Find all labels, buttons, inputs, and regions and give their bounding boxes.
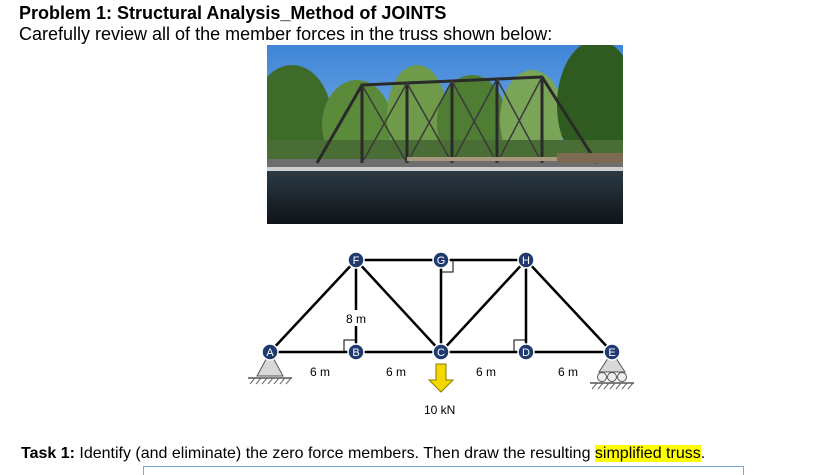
node-label-g: G bbox=[436, 255, 446, 267]
load-label: 10 kN bbox=[424, 403, 456, 417]
task-instruction bbox=[21, 444, 705, 464]
node-label-c: C bbox=[437, 347, 445, 359]
height-dimension-label: 8 m bbox=[346, 312, 367, 326]
span-label-cd: 6 m bbox=[476, 365, 497, 379]
span-label-de: 6 m bbox=[558, 365, 579, 379]
truss-diagram bbox=[240, 240, 650, 425]
task-label: Task 1: bbox=[21, 445, 75, 462]
load-arrow-icon bbox=[429, 364, 453, 392]
span-label-bc: 6 m bbox=[386, 365, 407, 379]
highlighted-text: simplified truss bbox=[594, 445, 701, 462]
node-label-d: D bbox=[522, 347, 530, 359]
problem-title: Problem 1: Structural Analysis_Method of JOINTS bbox=[19, 3, 447, 23]
problem-instructions: Carefully review all of the member forces in the truss shown below: bbox=[19, 24, 553, 44]
node-label-e: E bbox=[608, 347, 616, 359]
task-text: Identify (and eliminate) the zero force members. Then draw the resulting bbox=[74, 445, 595, 462]
span-label-ab: 6 m bbox=[310, 365, 331, 379]
node-label-f: F bbox=[352, 255, 360, 267]
task-suffix: . bbox=[700, 445, 706, 462]
truss-bridge-photo bbox=[267, 45, 623, 224]
node-label-a: A bbox=[266, 347, 274, 359]
node-label-b: B bbox=[352, 347, 360, 359]
answer-grid bbox=[143, 466, 744, 475]
node-label-h: H bbox=[522, 255, 530, 267]
